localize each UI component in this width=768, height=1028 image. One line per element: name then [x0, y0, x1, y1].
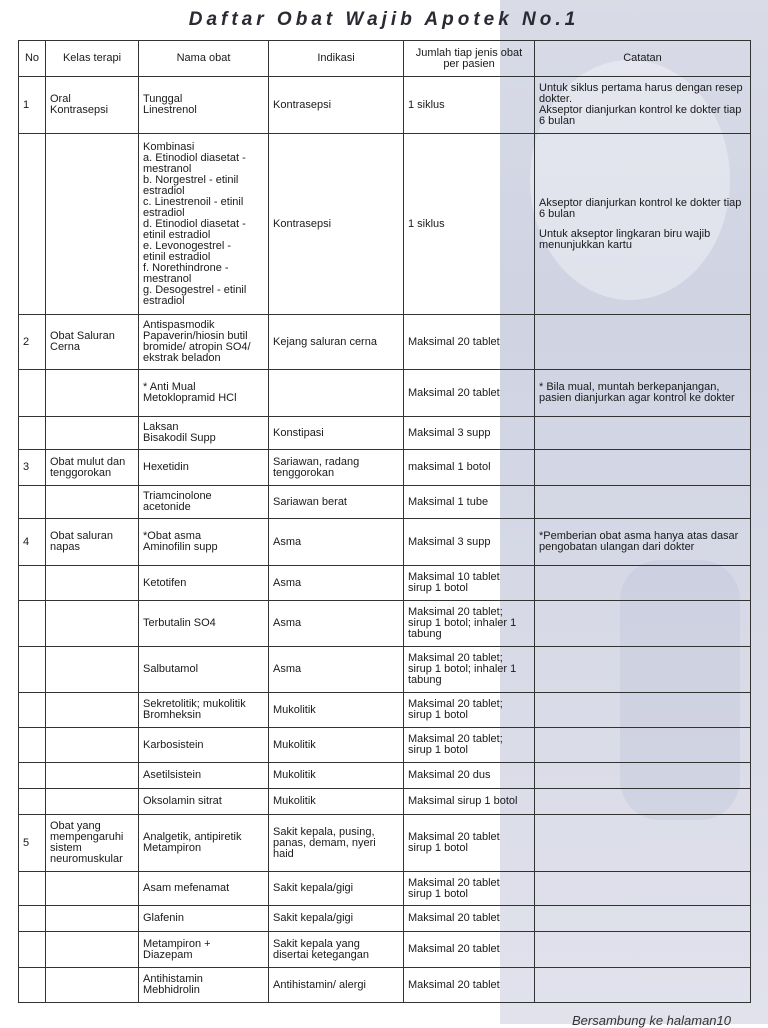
drug-name: Metampiron + Diazepam: [139, 932, 269, 968]
table-row: [19, 77, 751, 134]
note: [535, 450, 751, 486]
drug-name: *Obat asma Aminofilin supp: [139, 519, 269, 566]
table-row: [19, 763, 751, 789]
table-row: [19, 872, 751, 906]
drug-name: Antispasmodik Papaverin/hiosin butil bromide/ atropin SO4/ ekstrak beladon: [139, 315, 269, 370]
table-row: [19, 906, 751, 932]
note: [535, 601, 751, 647]
indication: Sakit kepala yang disertai ketegangan: [269, 932, 404, 968]
table-row: [19, 450, 751, 486]
indication: Antihistamin/ alergi: [269, 968, 404, 1003]
quantity: Maksimal 20 tablet; sirup 1 botol: [404, 728, 535, 763]
quantity: Maksimal 20 tablet: [404, 370, 535, 417]
indication: [269, 370, 404, 417]
indication: Mukolitik: [269, 728, 404, 763]
header-row: [19, 41, 751, 77]
drug-name: Kombinasi a. Etinodiol diasetat - mestranol b. Norgestrel - etinil estradiol c. Linestrenoil - etinil estradiol d. Etinodiol diasetat - etinil estradiol e. Levonogestrel - etinil estradiol f. Norethindrone - mestranol g. Desogestrel - etinil estradiol: [139, 134, 269, 315]
drug-name: * Anti Mual Metoklopramid HCl: [139, 370, 269, 417]
table-row: [19, 566, 751, 601]
continuation-note: Bersambung ke halaman10: [572, 1013, 731, 1028]
quantity: Maksimal 20 dus: [404, 763, 535, 789]
drug-name: Salbutamol: [139, 647, 269, 693]
indication: Kejang saluran cerna: [269, 315, 404, 370]
note: [535, 872, 751, 906]
header-indikasi: Indikasi: [269, 41, 404, 77]
indication: Asma: [269, 601, 404, 647]
note: * Bila mual, muntah berkepanjangan, pasien dianjurkan agar kontrol ke dokter: [535, 370, 751, 417]
indication: Kontrasepsi: [269, 77, 404, 134]
quantity: Maksimal 3 supp: [404, 519, 535, 566]
quantity: Maksimal 20 tablet; sirup 1 botol: [404, 693, 535, 728]
header-no: No: [19, 41, 46, 77]
note: *Pemberian obat asma hanya atas dasar pengobatan ulangan dari dokter: [535, 519, 751, 566]
quantity: Maksimal 20 tablet: [404, 968, 535, 1003]
note-line: Untuk akseptor lingkaran biru wajib menunjukkan kartu: [539, 227, 711, 251]
page-title: Daftar Obat Wajib Apotek No.1: [188, 9, 580, 30]
drug-name: Laksan Bisakodil Supp: [139, 417, 269, 450]
quantity: 1 siklus: [404, 134, 535, 315]
quantity: Maksimal 20 tablet: [404, 932, 535, 968]
quantity: Maksimal 20 tablet: [404, 906, 535, 932]
drug-name: Asam mefenamat: [139, 872, 269, 906]
therapy-class: Oral Kontrasepsi: [46, 77, 139, 134]
table-row: [19, 815, 751, 872]
note: [535, 134, 751, 315]
note: [535, 566, 751, 601]
drug-name: Antihistamin Mebhidrolin: [139, 968, 269, 1003]
indication: Mukolitik: [269, 763, 404, 789]
indication: Sakit kepala/gigi: [269, 872, 404, 906]
note: [535, 728, 751, 763]
table-row: [19, 693, 751, 728]
note: [535, 647, 751, 693]
group-number: 3: [19, 450, 46, 486]
note: [535, 315, 751, 370]
indication: Sariawan, radang tenggorokan: [269, 450, 404, 486]
table-row: [19, 370, 751, 417]
note: [535, 932, 751, 968]
drug-name: Terbutalin SO4: [139, 601, 269, 647]
header-catatan: Catatan: [535, 41, 751, 77]
note: [535, 968, 751, 1003]
header-kelas-terapi: Kelas terapi: [46, 41, 139, 77]
group-number: 2: [19, 315, 46, 370]
indication: Asma: [269, 566, 404, 601]
indication: Konstipasi: [269, 417, 404, 450]
quantity: Maksimal 20 tablet sirup 1 botol: [404, 815, 535, 872]
therapy-class: Obat Saluran Cerna: [46, 315, 139, 370]
table-row: [19, 647, 751, 693]
indication: Mukolitik: [269, 789, 404, 815]
quantity: Maksimal 10 tablet sirup 1 botol: [404, 566, 535, 601]
table-row: [19, 486, 751, 519]
drug-name: Hexetidin: [139, 450, 269, 486]
indication: Kontrasepsi: [269, 134, 404, 315]
quantity: 1 siklus: [404, 77, 535, 134]
quantity: Maksimal 20 tablet; sirup 1 botol; inhaler 1 tabung: [404, 647, 535, 693]
note: [535, 906, 751, 932]
therapy-class: Obat yang mempengaruhi sistem neuromuskular: [46, 815, 139, 872]
quantity: Maksimal 3 supp: [404, 417, 535, 450]
table-row: [19, 601, 751, 647]
quantity: Maksimal 20 tablet sirup 1 botol: [404, 872, 535, 906]
table-row: [19, 789, 751, 815]
table-row: [19, 932, 751, 968]
indication: Asma: [269, 647, 404, 693]
table-row: [19, 728, 751, 763]
header-jumlah: Jumlah tiap jenis obat per pasien: [404, 41, 535, 77]
note: [535, 417, 751, 450]
indication: Sariawan berat: [269, 486, 404, 519]
quantity: maksimal 1 botol: [404, 450, 535, 486]
therapy-class: Obat saluran napas: [46, 519, 139, 566]
drug-name: Oksolamin sitrat: [139, 789, 269, 815]
group-number: 5: [19, 815, 46, 872]
table-row: [19, 417, 751, 450]
table-row: [19, 315, 751, 370]
quantity: Maksimal 1 tube: [404, 486, 535, 519]
note: [535, 815, 751, 872]
table-row: [19, 968, 751, 1003]
table-row: [19, 134, 751, 315]
note: [535, 763, 751, 789]
group-number: 4: [19, 519, 46, 566]
drug-table: [18, 40, 751, 1003]
indication: Mukolitik: [269, 693, 404, 728]
table-row: [19, 519, 751, 566]
header-nama-obat: Nama obat: [139, 41, 269, 77]
drug-name: Asetilsistein: [139, 763, 269, 789]
drug-name: Triamcinolone acetonide: [139, 486, 269, 519]
indication: Sakit kepala, pusing, panas, demam, nyeri haid: [269, 815, 404, 872]
note: [535, 693, 751, 728]
note: [535, 789, 751, 815]
note-line: Akseptor dianjurkan kontrol ke dokter tiap 6 bulan: [539, 196, 742, 220]
drug-name: Glafenin: [139, 906, 269, 932]
note: Untuk siklus pertama harus dengan resep dokter. Akseptor dianjurkan kontrol ke dokter tiap 6 bulan: [535, 77, 751, 134]
drug-name: Analgetik, antipiretik Metampiron: [139, 815, 269, 872]
drug-name: Sekretolitik; mukolitik Bromheksin: [139, 693, 269, 728]
drug-name: Karbosistein: [139, 728, 269, 763]
quantity: Maksimal 20 tablet: [404, 315, 535, 370]
indication: Sakit kepala/gigi: [269, 906, 404, 932]
drug-name: Tunggal Linestrenol: [139, 77, 269, 134]
drug-name: Ketotifen: [139, 566, 269, 601]
quantity: Maksimal sirup 1 botol: [404, 789, 535, 815]
therapy-class: Obat mulut dan tenggorokan: [46, 450, 139, 486]
note: [535, 486, 751, 519]
indication: Asma: [269, 519, 404, 566]
group-number: 1: [19, 77, 46, 134]
quantity: Maksimal 20 tablet; sirup 1 botol; inhaler 1 tabung: [404, 601, 535, 647]
